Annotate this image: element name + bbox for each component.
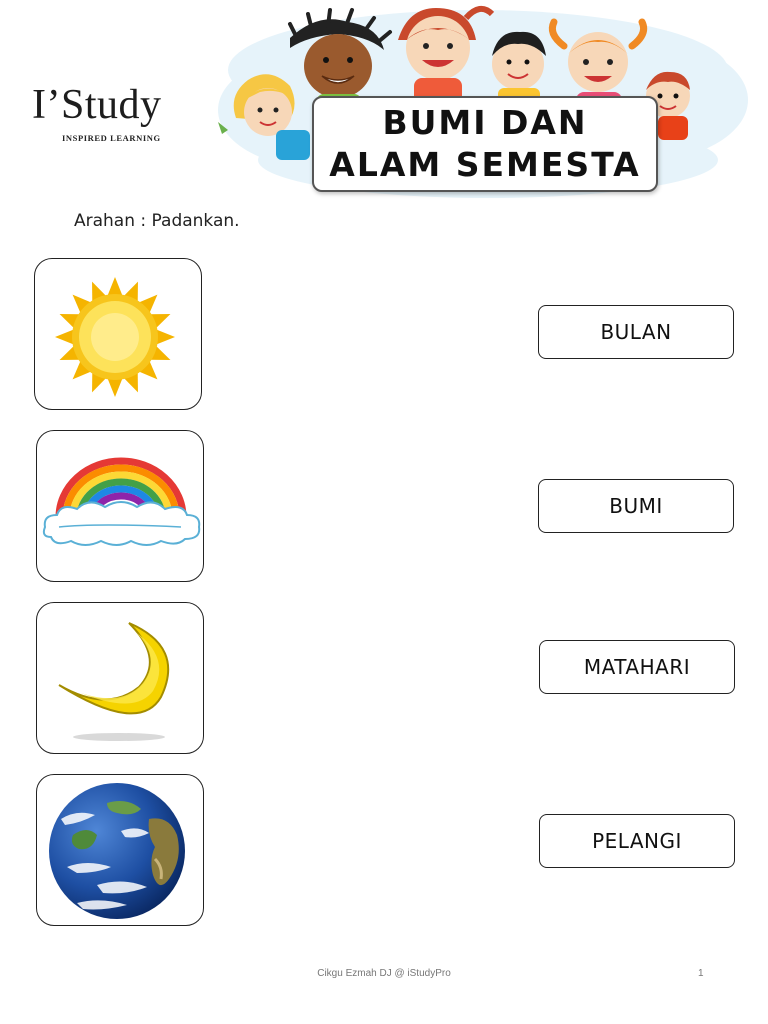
picture-card-earth[interactable] (36, 774, 204, 926)
logo-tagline: INSPIRED LEARNING (62, 133, 161, 143)
picture-card-sun[interactable] (34, 258, 202, 410)
footer-credit: Cikgu Ezmah DJ @ iStudyPro (317, 968, 451, 979)
crescent-moon-icon (37, 603, 203, 753)
title-line-2: ALAM SEMESTA (329, 145, 641, 184)
cloud-shape (44, 502, 199, 545)
picture-card-rainbow[interactable] (36, 430, 204, 582)
earth-globe-icon (37, 775, 203, 925)
word-box-4[interactable]: PELANGI (539, 814, 735, 868)
word-box-2[interactable]: BUMI (538, 479, 734, 533)
sun-icon (35, 259, 201, 409)
page-number: 1 (698, 968, 704, 979)
worksheet-title-box (312, 96, 658, 192)
rainbow-icon (37, 431, 203, 581)
logo-wordmark: I’Study (32, 82, 162, 128)
picture-card-moon[interactable] (36, 602, 204, 754)
title-line-1: BUMI DAN (382, 103, 588, 142)
word-box-1[interactable]: BULAN (538, 305, 734, 359)
word-box-3[interactable]: MATAHARI (539, 640, 735, 694)
instruction-text: Arahan : Padankan. (74, 211, 240, 231)
